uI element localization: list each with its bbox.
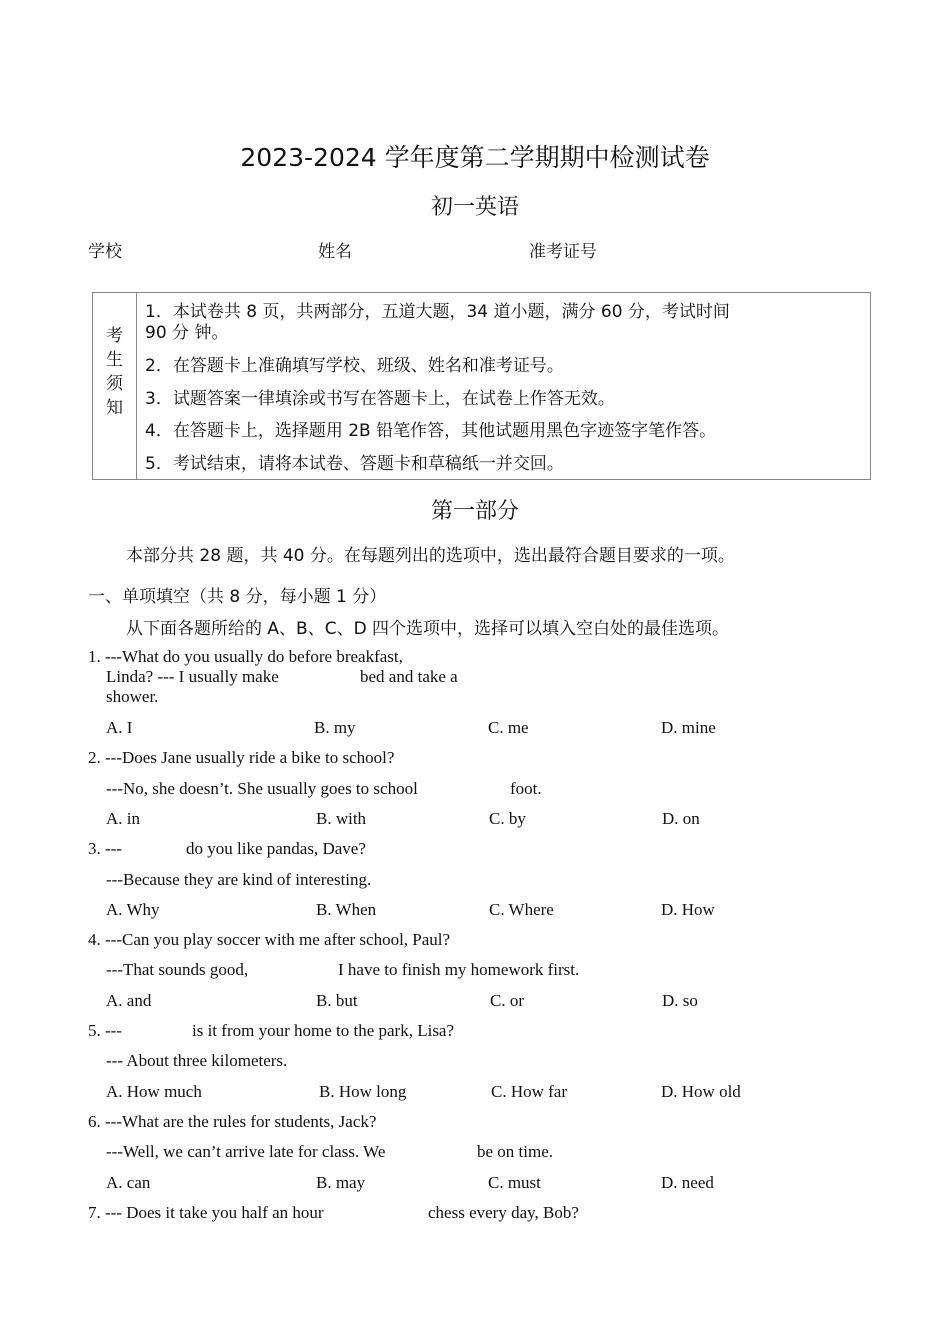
question-5-option-a: A. How much — [106, 1082, 202, 1101]
question-6-option-a: A. can — [106, 1173, 151, 1192]
question-5-option-d: D. How old — [661, 1082, 741, 1101]
question-1-line: Linda? --- I usually make — [106, 667, 279, 686]
question-4-option-a: A. and — [106, 991, 152, 1010]
notes-label-char: 知 — [106, 398, 123, 418]
candidate-notes-box — [92, 292, 871, 480]
question-3-line: do you like pandas, Dave? — [186, 839, 366, 858]
name-field-label: 姓名 — [318, 242, 352, 262]
question-6-line: ---Well, we can’t arrive late for class. We — [106, 1142, 386, 1161]
question-1-option-d: D. mine — [661, 718, 716, 737]
question-4-option-c: C. or — [490, 991, 524, 1010]
question-5-option-c: C. How far — [491, 1082, 568, 1101]
question-6-option-c: C. must — [488, 1173, 541, 1192]
question-1-option-c: C. me — [488, 718, 529, 737]
school-field-label: 学校 — [88, 242, 122, 262]
note-item: 3．试题答案一律填涂或书写在答题卡上，在试卷上作答无效。 — [145, 389, 615, 409]
question-2-option-a: A. in — [106, 809, 140, 828]
notes-label-char: 须 — [106, 374, 123, 394]
question-6-option-b: B. may — [316, 1173, 366, 1192]
question-5-option-b: B. How long — [319, 1082, 407, 1101]
question-7-line: chess every day, Bob? — [428, 1203, 579, 1222]
question-2-option-d: D. on — [662, 809, 700, 828]
question-1-line: 1. ---What do you usually do before breakfast, — [88, 647, 403, 666]
part-heading: 第一部分 — [430, 499, 519, 524]
question-4-line: 4. ---Can you play soccer with me after school, Paul? — [88, 930, 451, 949]
notes-label-char: 考 — [106, 326, 123, 346]
section-title: 一、单项填空（共 8 分，每小题 1 分） — [88, 587, 387, 607]
question-4-line: I have to finish my homework first. — [338, 960, 580, 979]
question-4-line: ---That sounds good, — [106, 960, 249, 979]
question-4-option-b: B. but — [316, 991, 358, 1010]
exam-title: 2023-2024 学年度第二学期期中检测试卷 — [240, 143, 710, 172]
question-3-option-b: B. When — [316, 900, 377, 919]
exam-id-field-label: 准考证号 — [529, 242, 597, 262]
question-1-line: shower. — [106, 687, 159, 706]
question-3-line: 3. --- — [88, 839, 122, 858]
question-7-line: 7. --- Does it take you half an hour — [88, 1203, 324, 1222]
question-5-line: is it from your home to the park, Lisa? — [192, 1021, 455, 1040]
question-6-line: 6. ---What are the rules for students, Jack? — [88, 1112, 377, 1131]
question-2-line: 2. ---Does Jane usually ride a bike to school? — [88, 748, 395, 767]
question-1-line: bed and take a — [360, 667, 458, 686]
question-4-option-d: D. so — [662, 991, 698, 1010]
note-item: 4．在答题卡上，选择题用 2B 铅笔作答，其他试题用黑色字迹签字笔作答。 — [145, 421, 717, 441]
part-intro: 本部分共 28 题，共 40 分。在每题列出的选项中，选出最符合题目要求的一项。 — [126, 546, 735, 566]
note-item: 90 分 钟。 — [145, 323, 229, 343]
question-5-line: --- About three kilometers. — [106, 1051, 288, 1070]
section-instructions: 从下面各题所给的 A、B、C、D 四个选项中，选择可以填入空白处的最佳选项。 — [126, 619, 730, 639]
question-1-option-a: A. I — [106, 718, 133, 737]
note-item: 2．在答题卡上准确填写学校、班级、姓名和准考证号。 — [145, 356, 564, 376]
subject-title: 初一英语 — [430, 195, 519, 220]
question-6-line: be on time. — [477, 1142, 554, 1161]
question-5-line: 5. --- — [88, 1021, 122, 1040]
note-item: 1．本试卷共 8 页，共两部分，五道大题，34 道小题，满分 60 分，考试时间 — [145, 302, 730, 322]
notes-label-char: 生 — [106, 350, 123, 370]
question-2-line: ---No, she doesn’t. She usually goes to school — [106, 779, 418, 798]
question-6-option-d: D. need — [661, 1173, 714, 1192]
question-2-option-c: C. by — [489, 809, 526, 828]
question-3-option-c: C. Where — [489, 900, 554, 919]
question-3-option-a: A. Why — [106, 900, 160, 919]
question-2-line: foot. — [510, 779, 542, 798]
question-2-option-b: B. with — [316, 809, 367, 828]
note-item: 5．考试结束，请将本试卷、答题卡和草稿纸一并交回。 — [145, 454, 564, 474]
notes-label-column — [93, 293, 137, 479]
question-3-option-d: D. How — [661, 900, 715, 919]
question-3-line: ---Because they are kind of interesting. — [106, 870, 372, 889]
question-1-option-b: B. my — [314, 718, 356, 737]
